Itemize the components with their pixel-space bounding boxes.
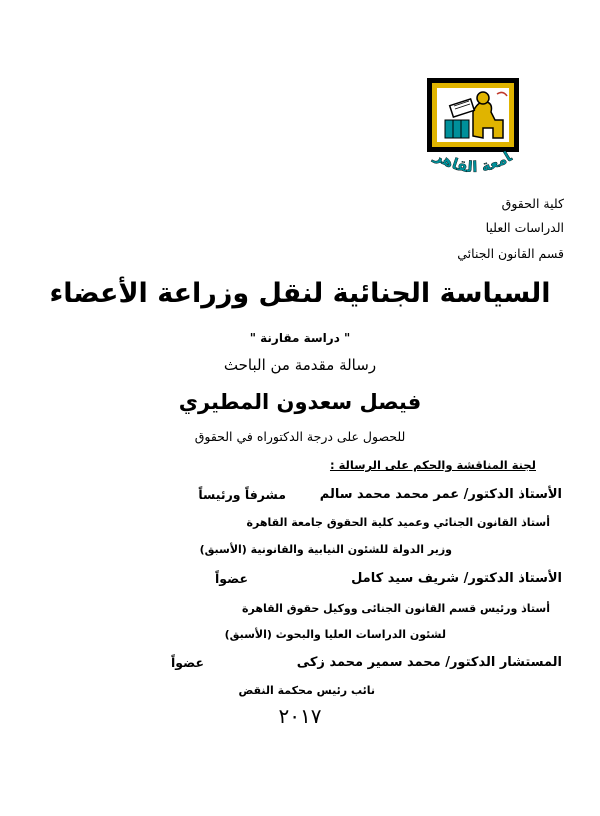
department-name: قسم القانون الجنائي	[457, 246, 564, 261]
researcher-name: فيصل سعدون المطيري	[178, 390, 422, 414]
thesis-by-label: رسالة مقدمة من الباحث	[223, 356, 377, 374]
member-2-name: الأستاذ الدكتور/ شريف سيد كامل	[351, 571, 562, 586]
committee-heading: لجنة المناقشة والحكم على الرسالة :	[329, 458, 536, 472]
member-2-desc-1: أستاذ ورئيس قسم القانون الجنائى ووكيل حقوق القاهرة	[242, 602, 550, 615]
svg-text:جامعة القاهرة: امعة القاهر	[431, 146, 515, 177]
faculty-name: كلية الحقوق	[501, 196, 564, 211]
year: ٢٠١٧	[278, 704, 322, 728]
thesis-title: السياسة الجنائية لنقل وزراعة الأعضاء	[49, 278, 551, 309]
member-3-role: عضواً	[171, 655, 204, 670]
degree-purpose: للحصول على درجة الدكتوراه في الحقوق	[194, 429, 406, 444]
member-3-desc-1: نائب رئيس محكمة النقض	[238, 684, 375, 697]
member-1-name: الأستاذ الدكتور/ عمر محمد محمد سالم	[319, 487, 562, 502]
graduate-studies: الدراسات العليا	[485, 220, 564, 235]
cairo-university-logo	[423, 76, 525, 186]
member-1-desc-2: وزير الدولة للشئون النيابية والقانونية (الأسبق)	[199, 543, 452, 556]
member-1-role: مشرفاً ورئيساً	[198, 487, 286, 502]
member-1-desc-1: أستاذ القانون الجنائي وعميد كلية الحقوق جامعة القاهرة	[246, 516, 550, 529]
study-type: " دراسة مقارنة "	[249, 331, 351, 345]
member-3-name: المستشار الدكتور/ محمد سمير محمد زكى	[296, 655, 562, 670]
member-2-desc-2: لشئون الدراسات العليا والبحوث (الأسبق)	[224, 628, 446, 641]
university-emblem-icon	[423, 76, 525, 186]
member-2-role: عضواً	[215, 571, 248, 586]
